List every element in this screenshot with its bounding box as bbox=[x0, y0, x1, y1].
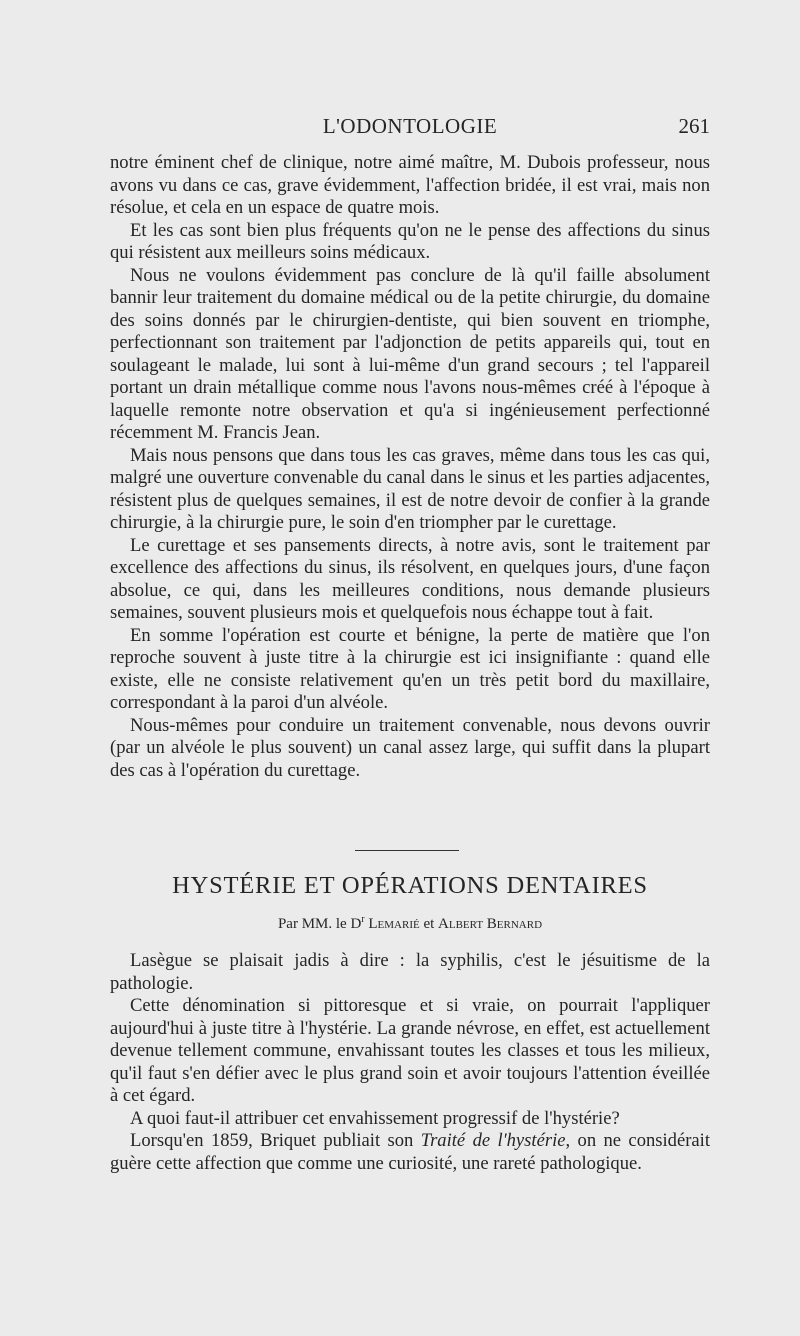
paragraph: Nous ne voulons évidemment pas conclure de là qu'il faille absolument bannir leur traitement du domaine médical ou de la petite chirurgie, du domaine des soins donnés par le chirurgien-dentiste, qui bien souvent en triomphe, perfectionnant son traitement par l'adjonction de petits appareils qui, tout en soulageant le malade, lui sont à lui-même d'un grand secours ; tel l'appareil portant un drain métallique comme nous l'avons nous-mêmes créé à l'époque à laquelle remonte notre observation et qu'a si ingénieusement perfectionné récemment M. Francis Jean. bbox=[110, 264, 710, 443]
byline-connector: et bbox=[423, 916, 435, 932]
paragraph: Mais nous pensons que dans tous les cas graves, même dans tous les cas qui, malgré une ouverture convenable du canal dans le sinus et les parties adjacentes, résistent plus de quelques semaines, il est de notre devoir de confier à la grande chirurgie, à la chirurgie pure, le soin d'en triompher par le curettage. bbox=[110, 444, 710, 533]
paragraph: Lasègue se plaisait jadis à dire : la syphilis, c'est le jésuitisme de la pathologie. bbox=[110, 950, 710, 994]
article-body bbox=[110, 950, 710, 1175]
paragraph bbox=[110, 1130, 710, 1175]
text-run: Lorsqu'en 1859, Briquet publiait son bbox=[130, 1130, 414, 1151]
paragraph: Et les cas sont bien plus fréquents qu'on ne le pense des affections du sinus qui résistent aux meilleurs soins médicaux. bbox=[110, 219, 710, 263]
paragraph: Cette dénomination si pittoresque et si vraie, on pourrait l'appliquer aujourd'hui à juste titre à l'hystérie. La grande névrose, en effet, est actuellement devenue tellement commune, envahissant toutes les classes et tous les milieux, qu'il faut s'en défier avec le plus grand soin et avoir toujours l'attention éveillée à cet égard. bbox=[110, 995, 710, 1106]
text-run: , on ne considérait guère cette affection que comme une curiosité, une rareté pathologique. bbox=[110, 1130, 711, 1174]
paragraph: A quoi faut-il attribuer cet envahissement progressif de l'hystérie? bbox=[130, 1107, 620, 1129]
running-head bbox=[110, 114, 710, 150]
paragraph: notre éminent chef de clinique, notre aimé maître, M. Dubois professeur, nous avons vu dans ce cas, grave évidemment, l'affection bridée, il est vrai, mais non résolue, et cela en un espace de quatre mois. bbox=[110, 152, 710, 218]
continued-article-text bbox=[110, 152, 710, 782]
author-name: Lemarié bbox=[368, 916, 420, 932]
running-title: L'ODONTOLOGIE bbox=[322, 114, 498, 138]
paragraph: Nous-mêmes pour conduire un traitement convenable, nous devons ouvrir (par un alvéole le plus souvent) un canal assez large, qui suffit dans la plupart des cas à l'opération du curettage. bbox=[110, 714, 710, 781]
byline bbox=[110, 914, 710, 933]
book-title: Traité de l'hystérie bbox=[420, 1130, 566, 1151]
byline-prefix: Par MM. le D bbox=[277, 916, 362, 932]
paragraph: Le curettage et ses pansements directs, à notre avis, sont le traitement par excellence des affections du sinus, ils résolvent, en quelques jours, d'une façon absolue, ce qui, dans les meilleures conditions, nous demande plusieurs semaines, souvent plusieurs mois et quelquefois nous échappe tout à fait. bbox=[110, 534, 710, 623]
article-title: HYSTÉRIE ET OPÉRATIONS DENTAIRES bbox=[172, 872, 648, 899]
paragraph: En somme l'opération est courte et bénigne, la perte de matière que l'on reproche souvent à juste titre à la chirurgie est ici insignifiante : quand elle existe, elle ne consiste relativement qu'en un très petit bord du maxillaire, correspondant à la paroi d'un alvéole. bbox=[110, 624, 710, 713]
author-name: Albert Bernard bbox=[438, 916, 543, 932]
byline-sup: r bbox=[361, 914, 365, 925]
section-divider bbox=[355, 850, 459, 851]
page-number: 261 bbox=[678, 114, 710, 138]
